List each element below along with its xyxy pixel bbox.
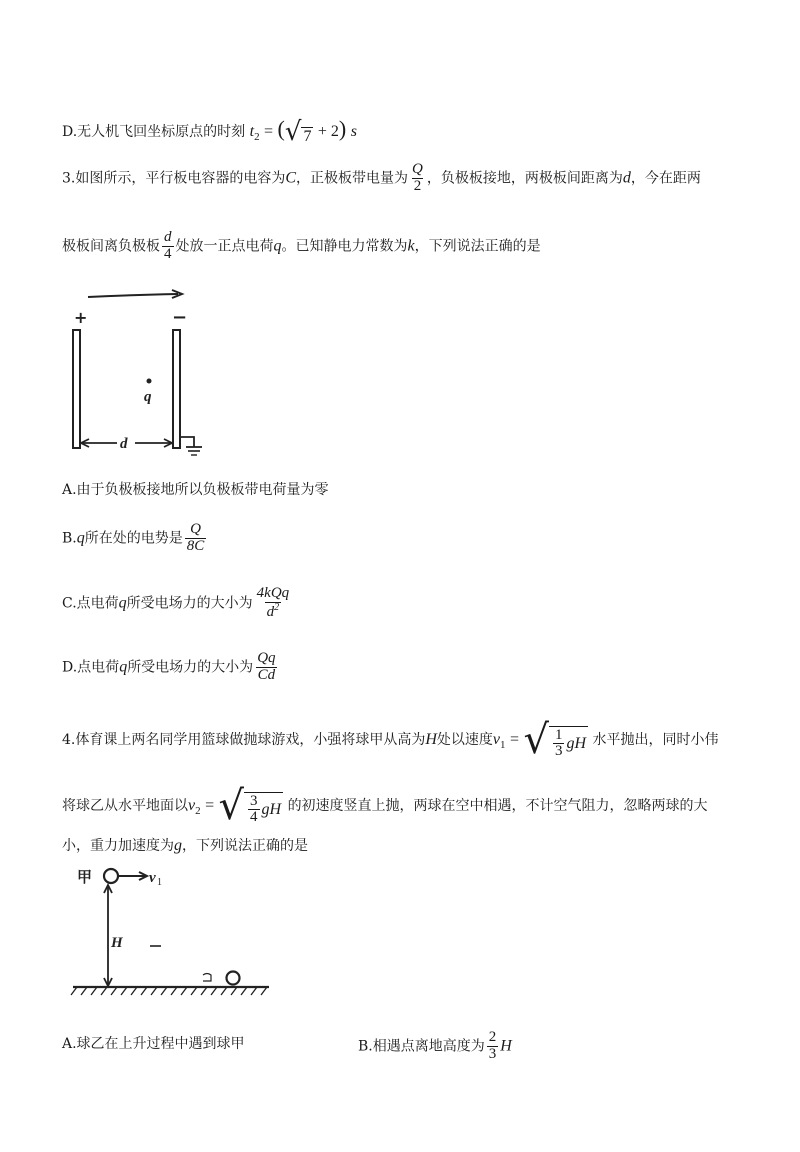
q4-text-f: 小，重力加速度为: [62, 838, 174, 854]
q3-option-a: A.由于负极板接地所以负极板带电荷量为零: [62, 482, 329, 498]
var-d: d: [622, 169, 631, 187]
ground-wire: [180, 437, 194, 447]
sqrt-v1: √ $\frac{1}{3}$ gH: [523, 717, 587, 763]
v2-den: 4: [250, 809, 258, 826]
fraction-Q-over-8C: $\frac{Q}{8C}$: [186, 521, 205, 554]
ball-b: [227, 972, 240, 985]
q4-option-b: [358, 1030, 512, 1063]
sub-2: 2: [195, 804, 201, 817]
q3-c-text: 所受电场力的大小为: [126, 595, 253, 612]
fraction-2-over-3: $\frac{2}{3}$: [488, 1029, 497, 1062]
v1-num: 1: [554, 726, 563, 743]
distance-d-label: d: [120, 436, 128, 452]
ground-hatching: [71, 987, 267, 995]
equals-sign: =: [509, 731, 520, 748]
sub-2: 2: [254, 130, 260, 143]
var-C: C: [285, 169, 297, 187]
equals-sign: =: [264, 123, 274, 140]
q4-text-g: ，下列说法正确的是: [182, 838, 308, 854]
minus-label: −: [172, 307, 188, 328]
ball-a-label: 甲: [77, 868, 93, 886]
den-d: d: [266, 603, 275, 620]
plus-two: + 2: [317, 123, 339, 140]
q3-text-h: ，下列说法正确的是: [414, 238, 541, 255]
var-q: q: [118, 594, 127, 612]
q3-text-e: 极板间离负极板: [62, 238, 160, 255]
fraction-Q-over-2: $\frac{Q}{2}$: [412, 161, 423, 194]
q4-text-b: 处以速度: [436, 732, 493, 748]
top-arrow-line: [88, 294, 178, 297]
v2-num: 3: [250, 792, 258, 809]
projectile-figure: [65, 865, 280, 1000]
q3-d-prefix: D.点电荷: [62, 659, 120, 676]
var-k: k: [407, 237, 415, 255]
q4-stem-line3: [62, 838, 308, 854]
var-q: q: [76, 529, 85, 547]
q2-option-d-text: D.无人机飞回坐标原点的时刻: [62, 124, 246, 140]
den-exp: 2: [274, 601, 280, 613]
gH: gH: [566, 734, 587, 752]
capacitor-figure: [60, 285, 220, 460]
q3-stem-line2: [62, 230, 541, 263]
plus-label: +: [74, 308, 88, 327]
q3-text-c: ，负极板接地，两极板间距离为: [426, 170, 623, 187]
paren-open: (: [277, 116, 285, 141]
q3-text-b: ，正极板带电量为: [296, 170, 409, 187]
fraction-4kQq-over-d2: $\frac{\text{4kQq}}{d^2}$: [256, 585, 290, 620]
q4-b-text: B.相遇点离地高度为: [358, 1038, 485, 1055]
charge-q-label: q: [144, 389, 152, 405]
paren-close: ): [338, 116, 347, 141]
q3-text-g: 。已知静电力常数为: [281, 238, 408, 255]
positive-plate: [73, 330, 80, 448]
q3-text-d: ，今在距两: [630, 170, 701, 187]
q3-text-a: 3.如图所示，平行板电容器的电容为: [62, 170, 286, 187]
q2-option-d: [62, 118, 357, 145]
q3-b-text: 所在处的电势是: [84, 530, 183, 547]
var-v1: v: [492, 731, 501, 748]
equals-sign: =: [205, 797, 215, 814]
var-v2: v: [188, 797, 196, 814]
q3-stem-line1: [62, 162, 701, 195]
var-H: H: [500, 1037, 512, 1055]
sqrt-v2: √ $\frac{3}{4}$ gH: [218, 783, 282, 829]
q3-option-c: [62, 586, 293, 621]
q4-option-a: A.球乙在上升过程中遇到球甲: [62, 1036, 245, 1052]
sqrt-7: √ 7: [284, 117, 312, 147]
negative-plate: [173, 330, 180, 448]
q4-stem-line2: [62, 783, 708, 829]
q4-text-d: 将球乙从水平地面以: [62, 798, 188, 814]
var-q: q: [119, 658, 128, 676]
var-q: q: [273, 237, 282, 255]
fraction-d-over-4: $\frac{d}{4}$: [164, 229, 172, 262]
velocity-v-label: v: [149, 870, 156, 886]
ball-a: [104, 869, 118, 883]
small-mark-icon: [203, 974, 211, 982]
q3-c-prefix: C.点电荷: [62, 595, 119, 612]
var-H: H: [425, 731, 437, 748]
q3-option-b: [62, 522, 208, 555]
sub-1: 1: [500, 738, 506, 751]
var-t: t: [249, 123, 255, 140]
q3-b-prefix: B.: [62, 530, 77, 547]
height-H-label: H: [111, 935, 123, 951]
v1-den: 3: [554, 743, 563, 760]
var-g: g: [174, 837, 182, 854]
unit-s: s: [350, 123, 357, 140]
q3-text-f: 处放一正点电荷: [175, 238, 274, 255]
velocity-sub-label: 1: [157, 877, 162, 888]
fraction-Qq-over-Cd: $\frac{Qq}{Cd}$: [257, 650, 276, 683]
q4-stem-line1: [62, 717, 719, 763]
q4-text-e: 的初速度竖直上抛，两球在空中相遇，不计空气阻力，忽略两球的大: [287, 798, 708, 814]
q3-option-d: [62, 651, 280, 684]
q4-text-a: 4.体育课上两名同学用篮球做抛球游戏，小强将球甲从高为: [62, 732, 426, 748]
q4-text-c: 水平抛出，同时小伟: [592, 732, 719, 748]
gH: gH: [261, 800, 282, 818]
q3-d-text: 所受电场力的大小为: [127, 659, 254, 676]
point-charge-dot: [147, 379, 152, 384]
